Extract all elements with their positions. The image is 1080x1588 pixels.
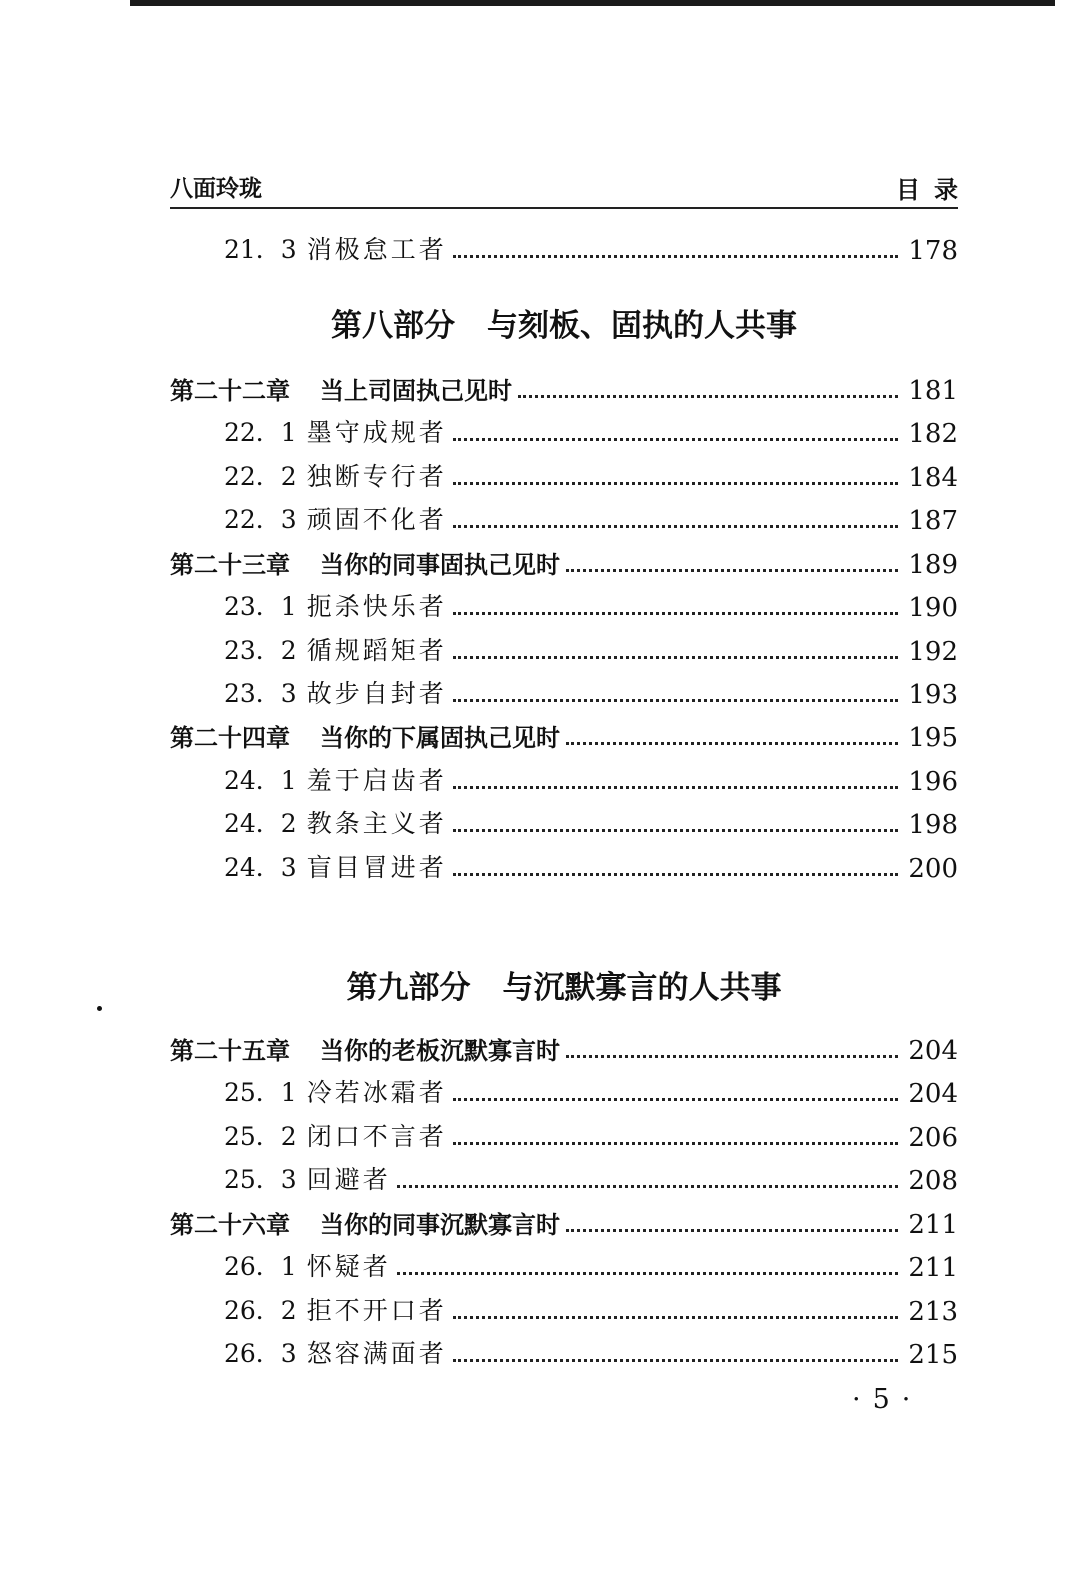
dot-leader xyxy=(566,569,898,572)
chapter-label: 第二十三章 xyxy=(170,551,290,579)
dot-leader xyxy=(453,1359,899,1362)
section-number: 24．3 xyxy=(224,853,297,882)
dot-leader xyxy=(453,525,899,528)
chapter-label: 第二十五章 xyxy=(170,1037,290,1065)
page-ref: 189 xyxy=(908,550,958,580)
chapter-title: 当你的老板沉默寡言时 xyxy=(320,1037,560,1065)
toc-chapter-24[interactable] xyxy=(170,717,958,753)
section-label: 循规蹈矩者 xyxy=(306,636,447,665)
page-ref: 213 xyxy=(908,1297,958,1327)
section-number: 23．1 xyxy=(224,592,297,621)
page-ref: 211 xyxy=(908,1253,958,1283)
part-label: 第九部分 xyxy=(346,970,471,1006)
toc-section-25-3[interactable] xyxy=(170,1160,958,1196)
part-title: 与刻板、固执的人共事 xyxy=(487,308,797,344)
section-number: 26．1 xyxy=(224,1252,297,1281)
page-ref: 204 xyxy=(908,1036,958,1066)
section-number: 22．2 xyxy=(224,462,297,491)
toc-section-26-2[interactable] xyxy=(170,1291,958,1327)
toc-section-24-3[interactable] xyxy=(170,848,958,884)
dot-leader xyxy=(566,742,898,745)
section-label: 怒容满面者 xyxy=(306,1339,447,1368)
chapter-title: 当上司固执己见时 xyxy=(320,377,512,405)
page-ref: 182 xyxy=(908,419,958,449)
dot-leader xyxy=(453,873,899,876)
chapter-title: 当你的同事沉默寡言时 xyxy=(320,1211,560,1239)
dot-leader xyxy=(453,438,899,441)
section-number: 26．2 xyxy=(224,1296,297,1325)
section-number: 24．1 xyxy=(224,766,297,795)
section-label: 独断专行者 xyxy=(306,462,447,491)
toc-section-23-2[interactable] xyxy=(170,631,958,667)
dot-leader xyxy=(518,395,898,398)
dot-leader xyxy=(453,786,899,789)
top-border-rule xyxy=(130,0,1055,6)
page-ref: 184 xyxy=(908,463,958,493)
dot-leader xyxy=(453,612,899,615)
dot-leader xyxy=(453,1316,899,1319)
section-number: 25．3 xyxy=(224,1165,297,1194)
page-ref: 195 xyxy=(908,723,958,753)
toc-section-24-1[interactable] xyxy=(170,761,958,797)
dot-leader xyxy=(397,1185,899,1188)
page-ref: 215 xyxy=(908,1340,958,1370)
section-number: 26．3 xyxy=(224,1339,297,1368)
dot-leader xyxy=(397,1272,899,1275)
dot-leader xyxy=(453,699,899,702)
toc-section-23-1[interactable] xyxy=(170,587,958,623)
part-label: 第八部分 xyxy=(331,308,455,344)
section-label: 教条主义者 xyxy=(306,809,447,838)
dot-leader xyxy=(453,656,899,659)
section-title: 目录 xyxy=(896,176,972,204)
toc-section-22-2[interactable] xyxy=(170,457,958,493)
page-ref: 192 xyxy=(908,637,958,667)
toc-section-26-1[interactable] xyxy=(170,1247,958,1283)
dot-leader xyxy=(566,1229,898,1232)
page-ref: 196 xyxy=(908,767,958,797)
section-label: 冷若冰霜者 xyxy=(306,1078,447,1107)
section-number: 21．3 xyxy=(224,235,297,264)
dot-leader xyxy=(453,1142,899,1145)
section-number: 22．1 xyxy=(224,418,297,447)
page-ref: 200 xyxy=(908,854,958,884)
toc-section-22-1[interactable] xyxy=(170,413,958,449)
page-ref: 178 xyxy=(908,236,958,266)
toc-section-25-2[interactable] xyxy=(170,1117,958,1153)
section-label: 回避者 xyxy=(306,1165,391,1194)
section-label: 扼杀快乐者 xyxy=(306,592,447,621)
section-label: 拒不开口者 xyxy=(306,1296,447,1325)
dot-leader xyxy=(453,482,899,485)
dot-leader xyxy=(566,1055,898,1058)
dot-leader xyxy=(453,255,899,258)
page-ref: 208 xyxy=(908,1166,958,1196)
page-ref: 211 xyxy=(908,1210,958,1240)
part-heading-9 xyxy=(170,962,958,1007)
section-label: 顽固不化者 xyxy=(306,505,447,534)
page-ref: 181 xyxy=(908,376,958,406)
scan-speck xyxy=(97,1006,102,1011)
section-number: 23．3 xyxy=(224,679,297,708)
page-ref: 193 xyxy=(908,680,958,710)
page-ref: 198 xyxy=(908,810,958,840)
section-label: 消极怠工者 xyxy=(306,235,447,264)
section-number: 24．2 xyxy=(224,809,297,838)
toc-section-23-3[interactable] xyxy=(170,674,958,710)
toc-section-21-3[interactable] xyxy=(170,230,958,266)
page-ref: 190 xyxy=(908,593,958,623)
section-label: 怀疑者 xyxy=(306,1252,391,1281)
toc-chapter-23[interactable] xyxy=(170,544,958,580)
section-number: 22．3 xyxy=(224,505,297,534)
toc-chapter-25[interactable] xyxy=(170,1030,958,1066)
dot-leader xyxy=(453,1098,899,1101)
section-label: 盲目冒进者 xyxy=(306,853,447,882)
chapter-title: 当你的下属固执己见时 xyxy=(320,724,560,752)
header-rule xyxy=(170,207,958,209)
chapter-title: 当你的同事固执己见时 xyxy=(320,551,560,579)
running-header xyxy=(170,166,972,204)
part-title: 与沉默寡言的人共事 xyxy=(502,970,782,1006)
toc-section-22-3[interactable] xyxy=(170,500,958,536)
toc-chapter-26[interactable] xyxy=(170,1204,958,1240)
page-ref: 187 xyxy=(908,506,958,536)
chapter-label: 第二十四章 xyxy=(170,724,290,752)
part-heading-8 xyxy=(170,300,958,345)
section-number: 25．1 xyxy=(224,1078,297,1107)
section-number: 23．2 xyxy=(224,636,297,665)
dot-leader xyxy=(453,829,899,832)
page-ref: 206 xyxy=(908,1123,958,1153)
section-label: 闭口不言者 xyxy=(306,1122,447,1151)
section-label: 故步自封者 xyxy=(306,679,447,708)
section-label: 羞于启齿者 xyxy=(306,766,447,795)
chapter-label: 第二十二章 xyxy=(170,377,290,405)
toc-section-25-1[interactable] xyxy=(170,1073,958,1109)
chapter-label: 第二十六章 xyxy=(170,1211,290,1239)
toc-chapter-22[interactable] xyxy=(170,370,958,406)
section-number: 25．2 xyxy=(224,1122,297,1151)
section-label: 墨守成规者 xyxy=(306,418,447,447)
page-number: ·5· xyxy=(852,1384,923,1415)
page-ref: 204 xyxy=(908,1079,958,1109)
toc-section-24-2[interactable] xyxy=(170,804,958,840)
book-title: 八面玲珑 xyxy=(170,176,262,202)
toc-section-26-3[interactable] xyxy=(170,1334,958,1370)
